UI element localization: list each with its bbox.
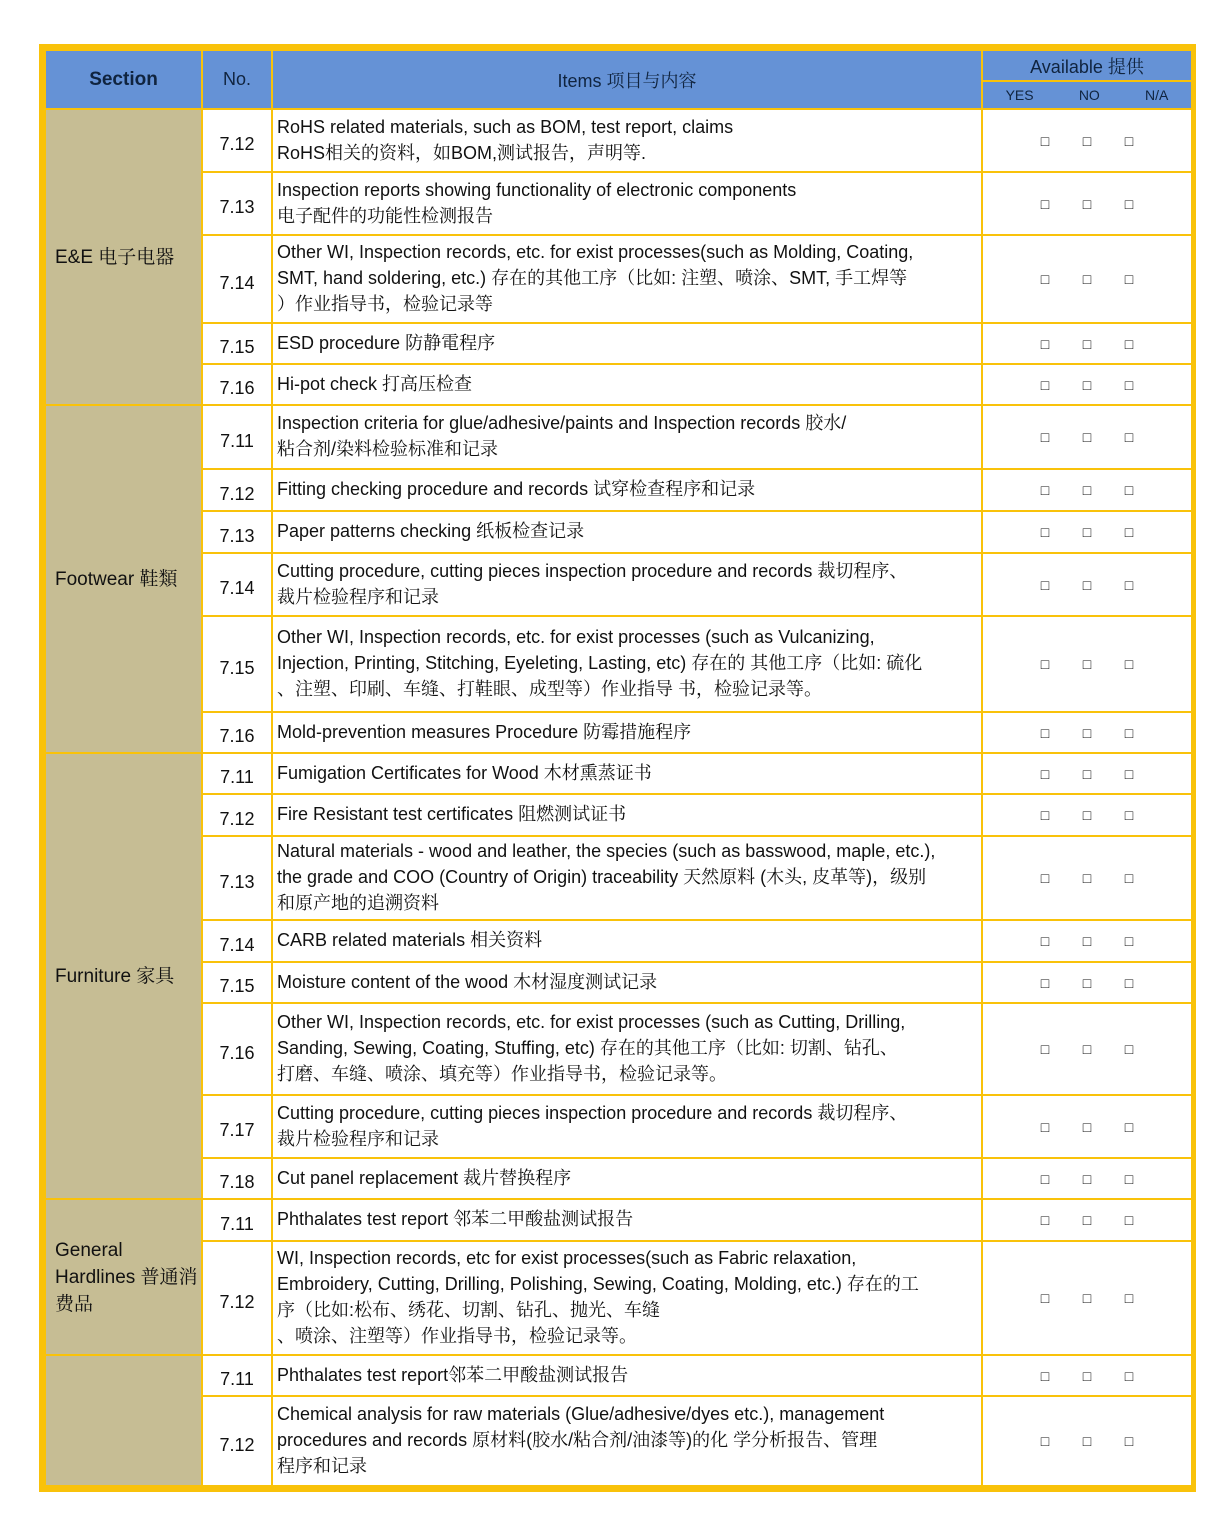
- table-row: [45, 1199, 1192, 1241]
- checkbox-yes[interactable]: □: [1040, 195, 1050, 212]
- section-label: E&E 电子电器: [45, 109, 202, 405]
- availability-checkboxes: [982, 1003, 1192, 1095]
- item-text-line: Chemical analysis for raw materials (Glue/adhesive/dyes etc.), management: [277, 1404, 885, 1424]
- item-description: [272, 364, 982, 405]
- item-description: [272, 1095, 982, 1158]
- checkbox-no[interactable]: □: [1082, 195, 1092, 212]
- item-number: 7.16: [202, 1003, 272, 1095]
- item-number: 7.11: [202, 1199, 272, 1241]
- table-row: [45, 323, 1192, 364]
- item-description: [272, 836, 982, 920]
- item-text-line: 、注塑、印刷、车缝、打鞋眼、成型等）作业指导 书，检验记录等。: [277, 679, 822, 699]
- checkbox-na[interactable]: □: [1124, 656, 1134, 672]
- table-row: [45, 1355, 1192, 1396]
- item-text-line: 和原产地的追溯资料: [277, 893, 439, 913]
- checkbox-no[interactable]: □: [1082, 974, 1092, 991]
- item-number: 7.16: [202, 712, 272, 753]
- item-text-line: ESD procedure 防静電程序: [277, 332, 496, 353]
- item-text-line: Natural materials - wood and leather, the species (such as basswood, maple, etc.),: [277, 841, 936, 861]
- header-available: Available 提供: [982, 50, 1192, 81]
- checkbox-na[interactable]: □: [1124, 1212, 1134, 1228]
- item-number: 7.11: [202, 405, 272, 469]
- checkbox-no[interactable]: □: [1082, 1118, 1092, 1135]
- section-label: Footwear 鞋類: [45, 405, 202, 753]
- table-row: [45, 1241, 1192, 1355]
- availability-checkboxes: [982, 511, 1192, 553]
- item-description: [272, 1355, 982, 1396]
- item-text-line: CARB related materials 相关资料: [277, 930, 543, 950]
- table-row: [45, 172, 1192, 235]
- section-label: [45, 1355, 202, 1486]
- checkbox-no[interactable]: □: [1082, 335, 1092, 352]
- availability-checkboxes: [982, 323, 1192, 364]
- checkbox-no[interactable]: □: [1082, 132, 1092, 149]
- checkbox-yes[interactable]: □: [1040, 524, 1050, 540]
- item-number: 7.12: [202, 469, 272, 511]
- checkbox-na[interactable]: □: [1124, 1118, 1134, 1135]
- availability-checkboxes: [982, 920, 1192, 962]
- table-row: [45, 794, 1192, 836]
- availability-checkboxes: [982, 616, 1192, 712]
- table-row: [45, 511, 1192, 553]
- item-text-line: Inspection reports showing functionality of electronic components: [277, 179, 797, 200]
- checkbox-na[interactable]: □: [1124, 870, 1134, 886]
- item-description: [272, 1158, 982, 1199]
- checkbox-na[interactable]: □: [1124, 724, 1134, 741]
- item-number: 7.13: [202, 172, 272, 235]
- checkbox-na[interactable]: □: [1124, 524, 1134, 540]
- item-text-line: SMT, hand soldering, etc.) 存在的其他工序（比如: 注塑、喷涂、SMT, 手工焊等: [277, 268, 908, 288]
- item-text-line: 裁片检验程序和记录: [277, 586, 439, 607]
- availability-checkboxes: [982, 1241, 1192, 1355]
- item-description: [272, 920, 982, 962]
- checkbox-na[interactable]: □: [1124, 1433, 1134, 1449]
- item-number: 7.18: [202, 1158, 272, 1199]
- checkbox-no[interactable]: □: [1082, 576, 1092, 593]
- item-number: 7.14: [202, 235, 272, 323]
- checkbox-yes[interactable]: □: [1040, 974, 1050, 991]
- item-number: 7.11: [202, 753, 272, 794]
- item-text-line: Phthalates test report 邻苯二甲酸盐测试报告: [277, 1209, 634, 1229]
- table-row: [45, 235, 1192, 323]
- availability-checkboxes: [982, 172, 1192, 235]
- checklist-frame: [39, 44, 1196, 1492]
- table-row: [45, 553, 1192, 616]
- item-description: [272, 962, 982, 1003]
- item-text-line: 裁片检验程序和记录: [277, 1128, 439, 1149]
- availability-checkboxes: [982, 1095, 1192, 1158]
- checkbox-na[interactable]: □: [1124, 482, 1134, 498]
- item-description: [272, 1003, 982, 1095]
- availability-checkboxes: [982, 712, 1192, 753]
- item-text-line: Paper patterns checking 纸板检查记录: [277, 521, 585, 541]
- checkbox-na[interactable]: □: [1124, 195, 1134, 212]
- header-items: Items 项目与内容: [272, 50, 982, 109]
- checkbox-no[interactable]: □: [1082, 1433, 1092, 1449]
- item-description: [272, 1199, 982, 1241]
- item-text-line: the grade and COO (Country of Origin) traceability 天然原料 (木头, 皮革等)，级别: [277, 867, 927, 887]
- item-description: [272, 753, 982, 794]
- availability-checkboxes: [982, 235, 1192, 323]
- checkbox-no[interactable]: □: [1082, 271, 1092, 287]
- availability-checkboxes: [982, 794, 1192, 836]
- item-description: [272, 323, 982, 364]
- checkbox-no[interactable]: □: [1082, 765, 1092, 782]
- table-row: [45, 469, 1192, 511]
- checkbox-yes[interactable]: □: [1040, 1367, 1050, 1384]
- checkbox-na[interactable]: □: [1124, 807, 1134, 823]
- availability-checkboxes: [982, 962, 1192, 1003]
- item-description: [272, 1241, 982, 1355]
- item-text-line: Other WI, Inspection records, etc. for exist processes (such as Cutting, Drilling,: [277, 1012, 906, 1032]
- item-number: 7.11: [202, 1355, 272, 1396]
- checkbox-no[interactable]: □: [1082, 724, 1092, 741]
- checkbox-yes[interactable]: □: [1040, 1433, 1050, 1449]
- item-number: 7.16: [202, 364, 272, 405]
- checkbox-no[interactable]: □: [1082, 482, 1092, 498]
- table-row: [45, 753, 1192, 794]
- checkbox-no[interactable]: □: [1082, 1212, 1092, 1228]
- table-row: [45, 962, 1192, 1003]
- section-label: General Hardlines 普通消费品: [45, 1199, 202, 1355]
- item-description: [272, 1396, 982, 1486]
- item-description: [272, 553, 982, 616]
- table-row: [45, 920, 1192, 962]
- availability-checkboxes: [982, 753, 1192, 794]
- item-description: [272, 235, 982, 323]
- checkbox-no[interactable]: □: [1082, 524, 1092, 540]
- item-text-line: Phthalates test report邻苯二甲酸盐测试报告: [277, 1364, 629, 1385]
- header-yes: YES: [1005, 87, 1034, 103]
- checkbox-yes[interactable]: □: [1040, 1118, 1050, 1135]
- checkbox-na[interactable]: □: [1124, 335, 1134, 352]
- item-text-line: procedures and records 原材料(胶水/粘合剂/油漆等)的化 学分析报告、管理: [277, 1430, 878, 1450]
- checkbox-no[interactable]: □: [1082, 1170, 1092, 1187]
- checkbox-na[interactable]: □: [1124, 1041, 1134, 1057]
- checklist-table: [44, 49, 1193, 1487]
- item-text-line: Sanding, Sewing, Coating, Stuffing, etc) 存在的其他工序（比如: 切割、钻孔、: [277, 1038, 898, 1058]
- item-description: [272, 405, 982, 469]
- item-text-line: 、喷涂、注塑等）作业指导书，检验记录等。: [277, 1326, 637, 1346]
- item-text-line: Other WI, Inspection records, etc. for exist processes (such as Vulcanizing,: [277, 627, 875, 647]
- item-description: [272, 109, 982, 172]
- availability-checkboxes: [982, 1158, 1192, 1199]
- item-text-line: Fire Resistant test certificates 阻燃测试证书: [277, 804, 627, 824]
- item-text-line: 打磨、车缝、喷涂、填充等）作业指导书，检验记录等。: [277, 1064, 727, 1084]
- header-no-option: NO: [1078, 87, 1100, 103]
- table-row: [45, 836, 1192, 920]
- item-number: 7.17: [202, 1095, 272, 1158]
- item-text-line: Embroidery, Cutting, Drilling, Polishing, Sewing, Coating, Molding, etc.) 存在的工: [277, 1274, 919, 1294]
- item-text-line: Moisture content of the wood 木材湿度测试记录: [277, 971, 658, 992]
- item-text-line: Other WI, Inspection records, etc. for exist processes(such as Molding, Coating,: [277, 242, 914, 262]
- item-text-line: Fumigation Certificates for Wood 木材熏蒸证书: [277, 762, 652, 783]
- checkbox-yes[interactable]: □: [1040, 1041, 1050, 1057]
- table-row: [45, 1158, 1192, 1199]
- checkbox-na[interactable]: □: [1124, 429, 1134, 445]
- checkbox-na[interactable]: □: [1124, 132, 1134, 149]
- item-text-line: Inspection criteria for glue/adhesive/paints and Inspection records 胶水/: [277, 413, 847, 433]
- checkbox-no[interactable]: □: [1082, 1041, 1092, 1057]
- checkbox-no[interactable]: □: [1082, 1367, 1092, 1384]
- item-text-line: 序（比如:松布、绣花、切割、钻孔、抛光、车缝: [277, 1300, 660, 1320]
- availability-checkboxes: [982, 1199, 1192, 1241]
- checkbox-yes[interactable]: □: [1040, 870, 1050, 886]
- checkbox-yes[interactable]: □: [1040, 429, 1050, 445]
- checkbox-na[interactable]: □: [1124, 765, 1134, 782]
- item-number: 7.12: [202, 1396, 272, 1486]
- table-row: [45, 405, 1192, 469]
- availability-checkboxes: [982, 364, 1192, 405]
- item-number: 7.13: [202, 836, 272, 920]
- header-options: [982, 81, 1192, 109]
- checkbox-yes[interactable]: □: [1040, 933, 1050, 949]
- table-row: [45, 1396, 1192, 1486]
- table-row: [45, 364, 1192, 405]
- checkbox-na[interactable]: □: [1124, 271, 1134, 287]
- item-text-line: WI, Inspection records, etc for exist processes(such as Fabric relaxation,: [277, 1248, 857, 1268]
- checkbox-na[interactable]: □: [1124, 1290, 1134, 1306]
- table-row: [45, 712, 1192, 753]
- checkbox-yes[interactable]: □: [1040, 271, 1050, 287]
- checkbox-na[interactable]: □: [1124, 1367, 1134, 1384]
- checkbox-yes[interactable]: □: [1040, 656, 1050, 672]
- item-number: 7.14: [202, 553, 272, 616]
- checkbox-yes[interactable]: □: [1040, 807, 1050, 823]
- item-number: 7.12: [202, 1241, 272, 1355]
- item-text-line: Cutting procedure, cutting pieces inspection procedure and records 裁切程序、: [277, 1102, 908, 1123]
- item-text-line: Cutting procedure, cutting pieces inspection procedure and records 裁切程序、: [277, 560, 908, 581]
- item-description: [272, 172, 982, 235]
- item-text-line: 程序和记录: [277, 1456, 367, 1476]
- checkbox-no[interactable]: □: [1082, 1290, 1092, 1306]
- checkbox-na[interactable]: □: [1124, 576, 1134, 593]
- item-text-line: Hi-pot check 打高压检查: [277, 373, 473, 394]
- item-number: 7.15: [202, 323, 272, 364]
- checkbox-no[interactable]: □: [1082, 870, 1092, 886]
- item-description: [272, 511, 982, 553]
- checkbox-no[interactable]: □: [1082, 807, 1092, 823]
- checkbox-na[interactable]: □: [1124, 933, 1134, 949]
- checkbox-no[interactable]: □: [1082, 656, 1092, 672]
- item-number: 7.14: [202, 920, 272, 962]
- item-number: 7.12: [202, 109, 272, 172]
- item-text-line: Cut panel replacement 裁片替换程序: [277, 1167, 572, 1188]
- item-text-line: Injection, Printing, Stitching, Eyeleting, Lasting, etc) 存在的 其他工序（比如: 硫化: [277, 653, 923, 673]
- checkbox-na[interactable]: □: [1124, 376, 1134, 393]
- header-no: No.: [202, 50, 272, 109]
- checkbox-yes[interactable]: □: [1040, 576, 1050, 593]
- item-text-line: ）作业指导书，检验记录等: [277, 294, 493, 314]
- table-row: [45, 109, 1192, 172]
- table-row: [45, 616, 1192, 712]
- item-text-line: 粘合剂/染料检验标准和记录: [277, 439, 498, 459]
- item-description: [272, 794, 982, 836]
- checkbox-yes[interactable]: □: [1040, 1290, 1050, 1306]
- item-text-line: Mold-prevention measures Procedure 防霉措施程序: [277, 721, 692, 742]
- checkbox-yes[interactable]: □: [1040, 765, 1050, 782]
- checkbox-no[interactable]: □: [1082, 376, 1092, 393]
- table-row: [45, 1003, 1192, 1095]
- checkbox-yes[interactable]: □: [1040, 724, 1050, 741]
- header-na: N/A: [1145, 87, 1169, 103]
- item-text-line: Fitting checking procedure and records 试穿检查程序和记录: [277, 479, 756, 499]
- item-text-line: RoHS related materials, such as BOM, test report, claims: [277, 116, 734, 137]
- availability-checkboxes: [982, 469, 1192, 511]
- checkbox-na[interactable]: □: [1124, 1170, 1134, 1187]
- checkbox-no[interactable]: □: [1082, 429, 1092, 445]
- item-description: [272, 469, 982, 511]
- checklist-body: [45, 109, 1192, 1486]
- checkbox-no[interactable]: □: [1082, 933, 1092, 949]
- availability-checkboxes: [982, 109, 1192, 172]
- item-number: 7.13: [202, 511, 272, 553]
- header-section: Section: [45, 50, 202, 109]
- availability-checkboxes: [982, 1396, 1192, 1486]
- table-row: [45, 1095, 1192, 1158]
- item-number: 7.15: [202, 616, 272, 712]
- item-number: 7.12: [202, 794, 272, 836]
- item-text-line: RoHS相关的资料，如BOM,测试报告，声明等.: [277, 142, 647, 163]
- checkbox-yes[interactable]: □: [1040, 335, 1050, 352]
- availability-checkboxes: [982, 553, 1192, 616]
- availability-checkboxes: [982, 836, 1192, 920]
- checkbox-yes[interactable]: □: [1040, 376, 1050, 393]
- checkbox-yes[interactable]: □: [1040, 132, 1050, 149]
- checkbox-yes[interactable]: □: [1040, 482, 1050, 498]
- availability-checkboxes: [982, 405, 1192, 469]
- checkbox-yes[interactable]: □: [1040, 1212, 1050, 1228]
- item-description: [272, 616, 982, 712]
- item-description: [272, 712, 982, 753]
- section-label: Furniture 家具: [45, 753, 202, 1199]
- item-text-line: 电子配件的功能性检测报告: [277, 205, 493, 226]
- availability-checkboxes: [982, 1355, 1192, 1396]
- checkbox-yes[interactable]: □: [1040, 1170, 1050, 1187]
- checkbox-na[interactable]: □: [1124, 974, 1134, 991]
- item-number: 7.15: [202, 962, 272, 1003]
